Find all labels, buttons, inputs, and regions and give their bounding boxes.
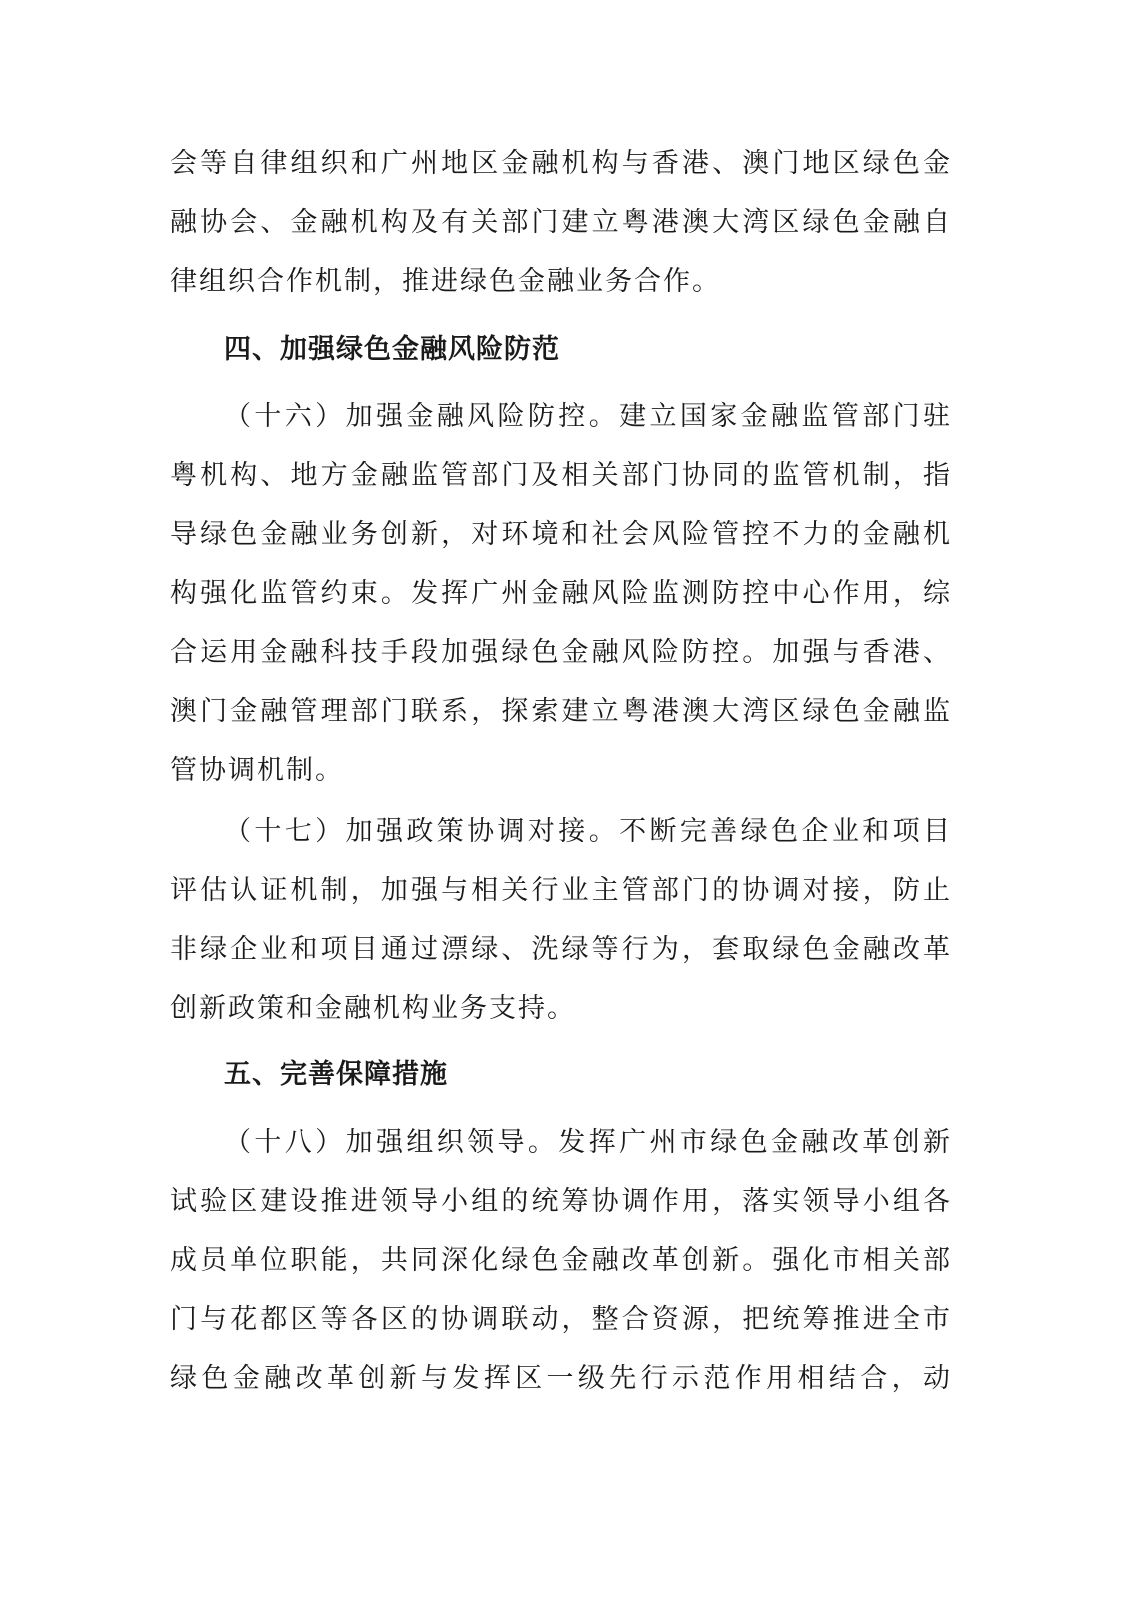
- paragraph-line: 律组织合作机制，推进绿色金融业务合作。: [170, 266, 721, 297]
- paragraph-intro: [170, 134, 950, 311]
- paragraph-line: 构强化监管约束。发挥广州金融风险监测防控中心作用，综: [170, 578, 950, 609]
- paragraph-line: 管协调机制。: [170, 755, 344, 786]
- paragraph-line: 试验区建设推进领导小组的统筹协调作用，落实领导小组各: [170, 1186, 950, 1217]
- paragraph-line: 合运用金融科技手段加强绿色金融风险防控。加强与香港、: [170, 637, 950, 668]
- paragraph-line: 门与花都区等各区的协调联动，整合资源，把统筹推进全市: [170, 1304, 950, 1335]
- paragraph-line: 成员单位职能，共同深化绿色金融改革创新。强化市相关部: [170, 1245, 950, 1276]
- paragraph-line: 评估认证机制，加强与相关行业主管部门的协调对接，防止: [170, 875, 950, 906]
- paragraph-line: 融协会、金融机构及有关部门建立粤港澳大湾区绿色金融自: [170, 207, 950, 238]
- paragraph-line: （十八）加强组织领导。发挥广州市绿色金融改革创新: [224, 1127, 950, 1158]
- paragraph-line: 粤机构、地方金融监管部门及相关部门协同的监管机制，指: [170, 460, 950, 491]
- paragraph-line: 非绿企业和项目通过漂绿、洗绿等行为，套取绿色金融改革: [170, 934, 950, 965]
- paragraph-line: （十七）加强政策协调对接。不断完善绿色企业和项目: [224, 816, 950, 847]
- paragraph-17: [170, 802, 950, 1038]
- paragraph-line: （十六）加强金融风险防控。建立国家金融监管部门驻: [224, 401, 950, 432]
- paragraph-line: 导绿色金融业务创新，对环境和社会风险管控不力的金融机: [170, 519, 950, 550]
- section-heading-4: 四、加强绿色金融风险防范: [224, 334, 560, 365]
- paragraph-18: [170, 1113, 950, 1408]
- paragraph-line: 澳门金融管理部门联系，探索建立粤港澳大湾区绿色金融监: [170, 696, 950, 727]
- paragraph-line: 创新政策和金融机构业务支持。: [170, 993, 576, 1024]
- paragraph-line: 绿色金融改革创新与发挥区一级先行示范作用相结合，动: [170, 1363, 950, 1394]
- paragraph-16: [170, 387, 950, 800]
- paragraph-line: 会等自律组织和广州地区金融机构与香港、澳门地区绿色金: [170, 148, 950, 179]
- section-heading-5: 五、完善保障措施: [224, 1059, 448, 1090]
